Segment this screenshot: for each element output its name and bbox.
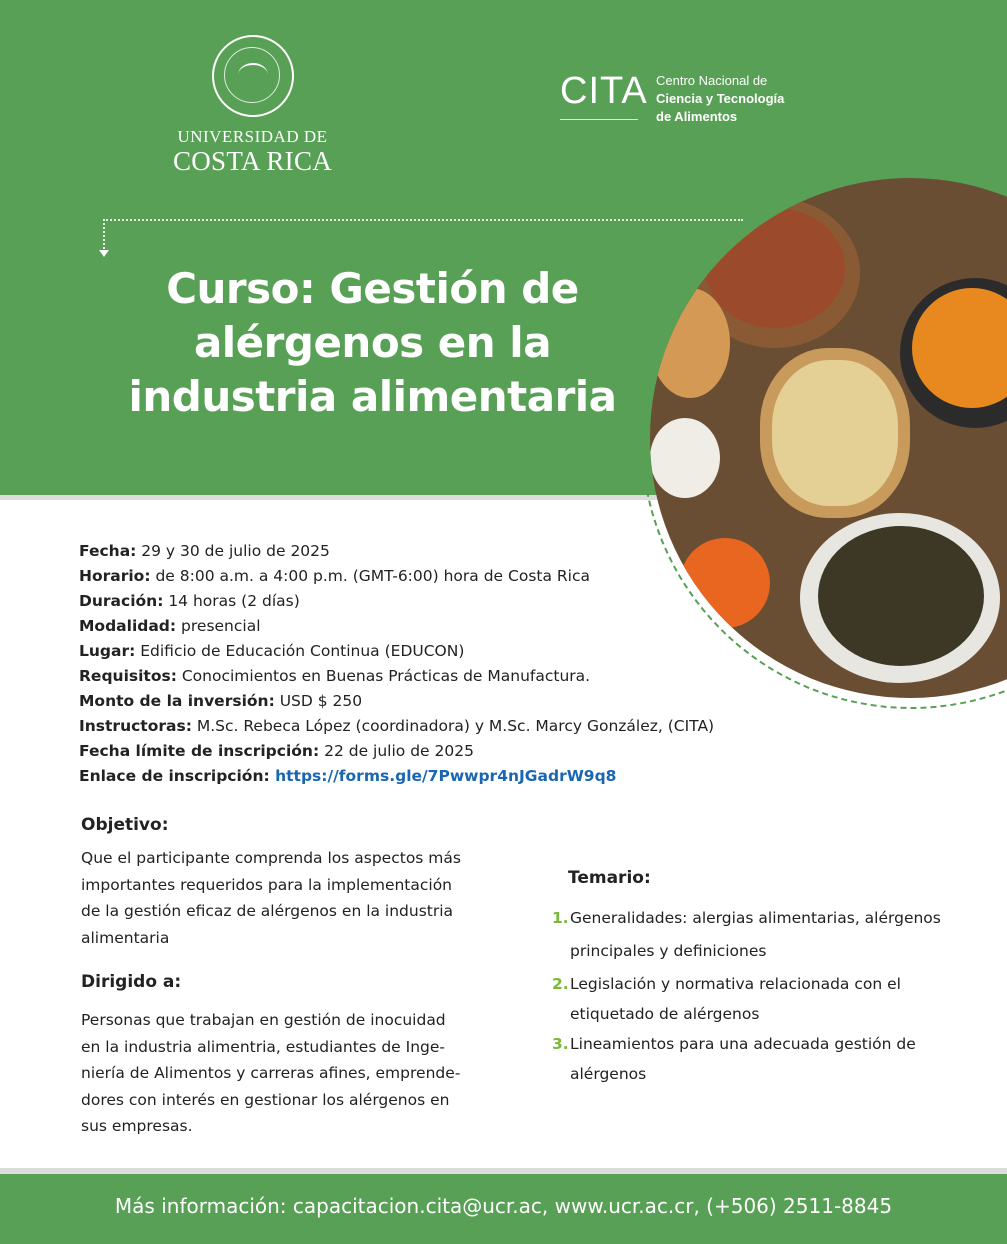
detail-label: Requisitos: bbox=[79, 667, 177, 685]
temario-line: Generalidades: alergias alimentarias, alérgenos bbox=[570, 909, 941, 927]
objetivo-line: importantes requeridos para la implementación bbox=[81, 875, 453, 894]
dirigido-line: en la industria alimentria, estudiantes de Inge- bbox=[81, 1037, 446, 1056]
detail-value: 14 horas (2 días) bbox=[163, 592, 300, 610]
detail-lugar bbox=[79, 639, 714, 664]
course-title bbox=[100, 262, 645, 424]
objetivo-line: alimentaria bbox=[81, 928, 170, 947]
dirigido-line: dores con interés en gestionar los alérgenos en bbox=[81, 1090, 450, 1109]
dotted-guide-line bbox=[103, 219, 743, 221]
detail-label: Fecha: bbox=[79, 542, 137, 560]
detail-value: 29 y 30 de julio de 2025 bbox=[136, 542, 330, 560]
university-seal-icon bbox=[212, 35, 294, 117]
cita-full-name bbox=[656, 72, 826, 126]
objetivo-text bbox=[81, 845, 501, 951]
detail-enlace bbox=[79, 764, 714, 789]
detail-value: de 8:00 a.m. a 4:00 p.m. (GMT-6:00) hora de Costa Rica bbox=[150, 567, 590, 585]
temario-item bbox=[552, 903, 972, 969]
dotted-guide-drop bbox=[103, 219, 105, 253]
footer-banner bbox=[0, 1168, 1007, 1244]
cita-acronym: CITA bbox=[560, 70, 638, 120]
cita-name-line3: de Alimentos bbox=[656, 109, 738, 124]
objetivo-heading: Objetivo: bbox=[81, 815, 169, 835]
temario-list bbox=[552, 903, 972, 1089]
cita-logo bbox=[560, 70, 785, 124]
objetivo-line: de la gestión eficaz de alérgenos en la industria bbox=[81, 902, 454, 920]
dirigido-line: sus empresas. bbox=[81, 1117, 193, 1135]
detail-label: Enlace de inscripción: bbox=[79, 767, 270, 785]
detail-value: presencial bbox=[176, 617, 261, 635]
temario-number: 2. bbox=[552, 975, 569, 993]
detail-label: Duración: bbox=[79, 592, 164, 610]
temario-number: 3. bbox=[552, 1035, 569, 1053]
detail-label: Horario: bbox=[79, 567, 151, 585]
temario-item bbox=[552, 969, 972, 1029]
temario-line: Lineamientos para una adecuada gestión de bbox=[570, 1035, 916, 1053]
detail-requisitos bbox=[79, 664, 714, 689]
temario-line: principales y definiciones bbox=[570, 942, 767, 960]
detail-duracion bbox=[79, 589, 714, 614]
ucr-name-line1: UNIVERSIDAD DE bbox=[177, 127, 328, 146]
cita-name-line2: Ciencia y Tecnología bbox=[656, 91, 785, 106]
detail-value: Edificio de Educación Continua (EDUCON) bbox=[135, 642, 465, 660]
temario-item bbox=[552, 1029, 972, 1089]
detail-label: Instructoras: bbox=[79, 717, 192, 735]
detail-instructoras bbox=[79, 714, 714, 739]
detail-value: USD $ 250 bbox=[274, 692, 363, 710]
detail-value: 22 de julio de 2025 bbox=[319, 742, 474, 760]
objetivo-line: Que el participante comprenda los aspectos más bbox=[81, 849, 461, 867]
detail-label: Modalidad: bbox=[79, 617, 177, 635]
cita-name-line1: Centro Nacional de bbox=[656, 73, 768, 88]
detail-fecha-limite bbox=[79, 739, 714, 764]
detail-horario bbox=[79, 564, 714, 589]
detail-modalidad bbox=[79, 614, 714, 639]
detail-value: Conocimientos en Buenas Prácticas de Manufactura. bbox=[176, 667, 591, 685]
dirigido-line: Personas que trabajan en gestión de inocuidad bbox=[81, 1011, 446, 1029]
dirigido-text bbox=[81, 1007, 481, 1140]
temario-line: alérgenos bbox=[570, 1065, 647, 1083]
detail-monto bbox=[79, 689, 714, 714]
temario-heading: Temario: bbox=[568, 868, 651, 888]
dirigido-heading: Dirigido a: bbox=[81, 972, 182, 992]
detail-fecha bbox=[79, 539, 714, 564]
course-details bbox=[79, 539, 714, 789]
temario-line: etiquetado de alérgenos bbox=[570, 1005, 760, 1023]
contact-info: Más información: capacitacion.cita@ucr.ac, www.ucr.ac.cr, (+506) 2511-8845 bbox=[114, 1194, 893, 1218]
registration-link[interactable]: https://forms.gle/7Pwwpr4nJGadrW9q8 bbox=[269, 767, 617, 785]
ucr-logo bbox=[170, 35, 335, 175]
arrow-down-icon bbox=[99, 250, 109, 257]
course-title-line1: Curso: Gestión de bbox=[166, 264, 579, 313]
detail-label: Fecha límite de inscripción: bbox=[79, 742, 320, 760]
detail-label: Lugar: bbox=[79, 642, 136, 660]
course-title-line3: industria alimentaria bbox=[128, 372, 617, 421]
detail-value: M.Sc. Rebeca López (coordinadora) y M.Sc. Marcy González, (CITA) bbox=[191, 717, 715, 735]
detail-label: Monto de la inversión: bbox=[79, 692, 275, 710]
course-title-line2: alérgenos en la bbox=[193, 318, 552, 367]
temario-line: Legislación y normativa relacionada con el bbox=[570, 975, 901, 993]
temario-number: 1. bbox=[552, 909, 569, 927]
dirigido-line: niería de Alimentos y carreras afines, emprende- bbox=[81, 1064, 461, 1082]
ucr-name-line2: COSTA RICA bbox=[172, 146, 333, 176]
